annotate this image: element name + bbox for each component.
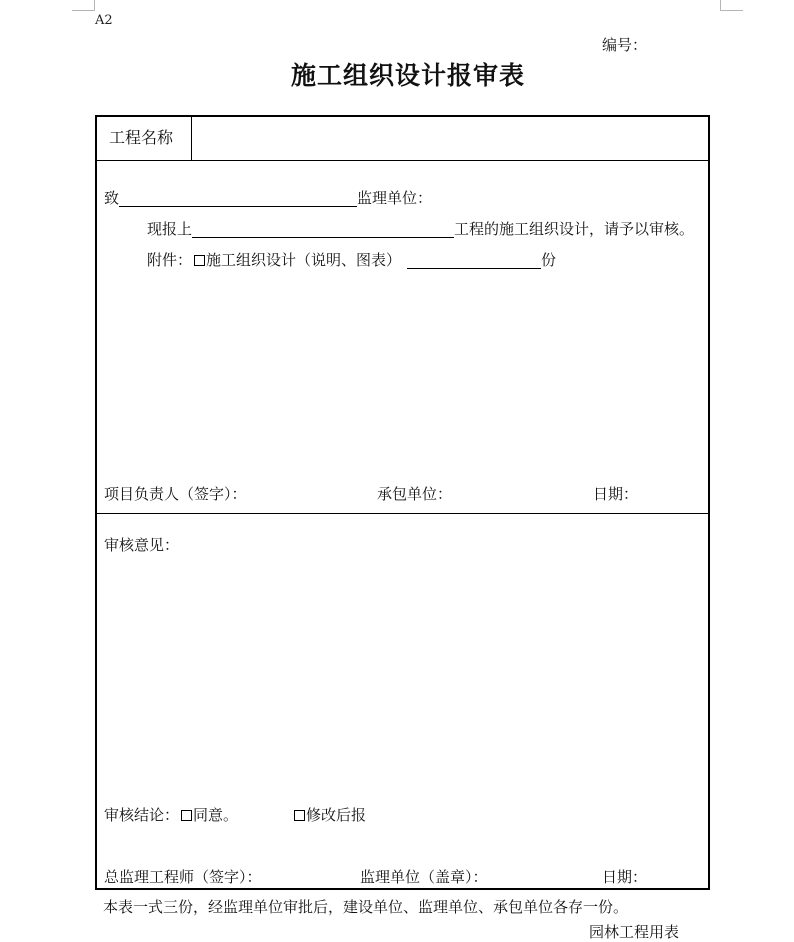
attachment-unit: 份 — [541, 251, 557, 269]
attachment-checkbox[interactable] — [194, 255, 205, 266]
page-title: 施工组织设计报审表 — [290, 61, 525, 90]
report-line — [147, 220, 694, 238]
review-conclusion-line — [104, 806, 366, 824]
row-divider-project — [97, 160, 708, 161]
distribution-note: 本表一式三份，经监理单位审批后，建设单位、监理单位、承包单位各存一份。 — [103, 898, 629, 916]
review-date-label: 日期： — [602, 868, 648, 886]
addressee-line — [104, 189, 432, 207]
project-name-value[interactable] — [201, 129, 691, 147]
crop-mark-top-right — [720, 0, 743, 11]
project-blank[interactable] — [192, 221, 454, 238]
attachment-line — [147, 251, 556, 269]
attachment-count-blank[interactable] — [407, 252, 541, 269]
addressee-blank[interactable] — [119, 190, 357, 207]
agree-option-label: 同意。 — [193, 806, 239, 824]
row-divider-review — [97, 513, 708, 514]
chief-engineer-signature-label: 总监理工程师（签字）： — [104, 868, 262, 886]
project-name-divider — [191, 117, 192, 160]
revise-option-label: 修改后报 — [306, 806, 367, 824]
report-suffix: 工程的施工组织设计，请予以审核。 — [454, 220, 695, 238]
review-opinion-label: 审核意见： — [104, 536, 180, 554]
crop-mark-top-left — [72, 0, 95, 11]
project-name-label: 工程名称 — [109, 128, 174, 147]
approval-form-table — [95, 115, 710, 890]
form-code: A2 — [95, 13, 113, 28]
attachment-label: 附件： — [147, 251, 193, 269]
revise-checkbox[interactable] — [294, 810, 305, 821]
project-manager-signature-label: 项目负责人（签字）： — [104, 485, 247, 503]
number-label: 编号： — [602, 36, 648, 54]
submission-date-label: 日期： — [593, 485, 639, 503]
review-conclusion-label: 审核结论： — [104, 806, 180, 824]
form-usage-label: 园林工程用表 — [589, 923, 680, 941]
addressee-prefix: 致 — [104, 189, 120, 207]
attachment-item: 施工组织设计（说明、图表） — [206, 251, 402, 269]
report-prefix: 现报上 — [147, 220, 193, 238]
agree-checkbox[interactable] — [181, 810, 192, 821]
addressee-suffix: 监理单位： — [357, 189, 433, 207]
supervisor-seal-label: 监理单位（盖章）： — [360, 868, 488, 886]
contractor-label: 承包单位： — [377, 485, 453, 503]
